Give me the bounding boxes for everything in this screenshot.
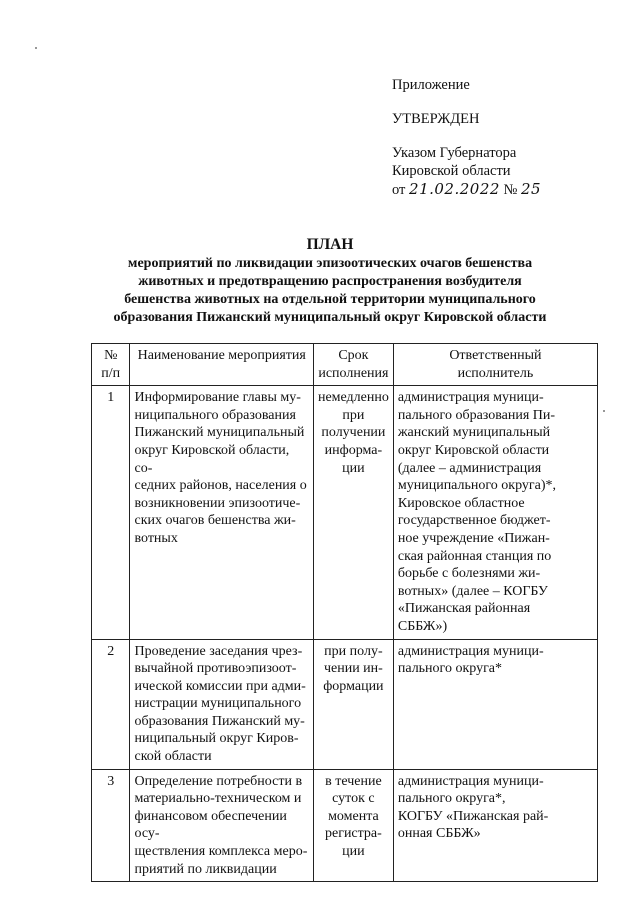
- row-name: Информирование главы му- ниципального образования Пижанский муниципальный округ Кировской области, со- седних районов, населения о возникновении эпизоотиче- ских очагов бешенства жи- вотных: [130, 386, 313, 639]
- table-row: [92, 386, 598, 639]
- row-term: в течение суток с момента регистра- ции: [313, 769, 393, 882]
- row-num: 2: [92, 639, 130, 769]
- table-row: [92, 639, 598, 769]
- plan-table: [91, 343, 598, 882]
- decree-date-line: [392, 180, 612, 199]
- decree-line-2: Кировской области: [392, 163, 511, 179]
- row-term: немедленно при получении информа- ции: [313, 386, 393, 639]
- handwritten-number: 25: [521, 180, 542, 198]
- table-row: [92, 769, 598, 882]
- plan-subtitle: мероприятий по ликвидации эпизоотических очагов бешенства животных и предотвращению распространения возбудителя бешенства животных на отдельной территории муниципального образования Пижанский муниципальный округ Кировской области: [113, 256, 547, 325]
- scan-speck: [603, 410, 605, 412]
- header-term: Срок исполнения: [313, 344, 393, 386]
- header-responsible: Ответственный исполнитель: [393, 344, 597, 386]
- row-name: Проведение заседания чрез- вычайной противоэпизоот- ической комиссии при адми- нистрации муниципального образования Пижанский му- ниципальный округ Киров- ской области: [130, 639, 313, 769]
- row-responsible: администрация муници- пального образования Пи- жанский муниципальный округ Кировской области (далее – администрация муниципального округа)*, Кировское областное государственное бюджет- ное учреждение «Пижан- ская районная станция по борьбе с болезнями жи- вотных» (далее – КОГБУ «Пижанская районная СББЖ»): [393, 386, 597, 639]
- header-name: Наименование мероприятия: [130, 344, 313, 386]
- row-term: при полу- чении ин- формации: [313, 639, 393, 769]
- row-num: 3: [92, 769, 130, 882]
- table-header-row: [92, 344, 598, 386]
- plan-title-block: [80, 235, 580, 327]
- handwritten-date: 21.02.2022: [409, 180, 500, 198]
- approved-label: УТВЕРЖДЕН: [392, 111, 480, 127]
- approval-block: [392, 76, 612, 199]
- scan-speck: [35, 47, 37, 49]
- header-num: № п/п: [92, 344, 130, 386]
- row-responsible: администрация муници- пального округа*: [393, 639, 597, 769]
- plan-title: ПЛАН: [306, 236, 354, 253]
- decree-line-1: Указом Губернатора: [392, 145, 517, 161]
- row-name: Определение потребности в материально-техническом и финансовом обеспечении осу- ществления комплекса меро- приятий по ликвидации: [130, 769, 313, 882]
- date-prefix: от: [392, 182, 406, 198]
- row-responsible: администрация муници- пального округа*, КОГБУ «Пижанская рай- онная СББЖ»: [393, 769, 597, 882]
- number-prefix: №: [503, 182, 518, 198]
- appendix-label: Приложение: [392, 77, 470, 93]
- row-num: 1: [92, 386, 130, 639]
